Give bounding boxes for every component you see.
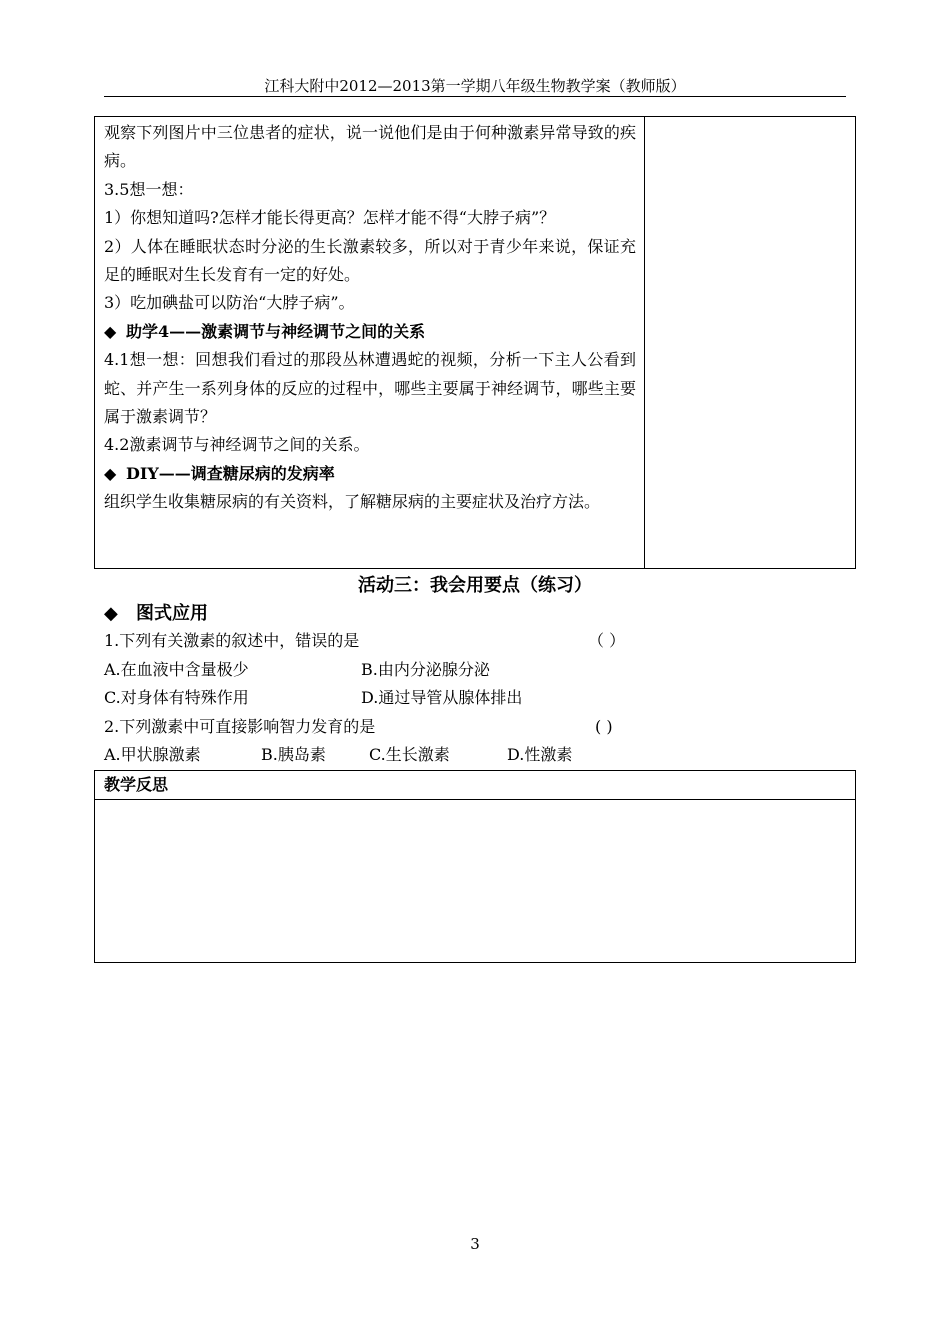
reflection-label: 教学反思 (95, 771, 855, 800)
activity-title: 活动三：我会用要点（练习） (358, 575, 592, 596)
diamond-bullet-icon: ◆ (104, 321, 117, 341)
page-number: 3 (470, 1235, 480, 1253)
text-line: 1）你想知道吗?怎样才能长得更高？怎样才能不得“大脖子病”？ (104, 208, 556, 228)
question-2-option-a: A.甲状腺激素 (104, 745, 201, 764)
question-2-option-c: C.生长激素 (369, 745, 450, 764)
text-line: 4.1想一想：回想我们看过的那段丛林遭遇蛇的视频，分析一下主人公看到蛇、并产生一系列身体的反应的过程中，哪些主要属于神经调节，哪些主要属于激素调节？ (104, 350, 636, 427)
lesson-table (94, 116, 856, 569)
reflection-table (94, 770, 856, 963)
column-divider (644, 117, 645, 568)
subheading-text: 图式应用 (136, 603, 208, 624)
section-heading (104, 460, 636, 488)
header-title: 江科大附中2012—2013第一学期八年级生物教学案（教师版） (264, 77, 686, 95)
question-2-option-d: D.性激素 (507, 745, 573, 764)
header-rule (104, 96, 846, 97)
lesson-content (104, 119, 636, 517)
question-1-blank: （ ） (588, 631, 626, 650)
question-1-stem: 1.下列有关激素的叙述中，错误的是 (104, 631, 360, 650)
section-heading (104, 318, 636, 346)
text-line: 4.2激素调节与神经调节之间的关系。 (104, 435, 370, 455)
text-line: 组织学生收集糖尿病的有关资料，了解糖尿病的主要症状及治疗方法。 (104, 492, 601, 512)
heading-text: 助学4——激素调节与神经调节之间的关系 (126, 321, 426, 341)
question-2-option-b: B.胰岛素 (261, 745, 326, 764)
text-line: 观察下列图片中三位患者的症状，说一说他们是由于何种激素异常导致的疾病。 (104, 123, 636, 171)
text-line: 3.5想一想： (104, 179, 194, 199)
diamond-bullet-icon: ◆ (104, 463, 117, 483)
question-2-blank: ( ) (595, 717, 613, 736)
activity-subheading (104, 601, 208, 627)
question-1-option-b: B.由内分泌腺分泌 (361, 660, 490, 679)
question-1-option-d: D.通过导管从腺体排出 (361, 688, 523, 707)
diamond-bullet-icon: ◆ (104, 603, 118, 624)
question-1-option-a: A.在血液中含量极少 (104, 660, 249, 679)
heading-text: DIY——调查糖尿病的发病率 (126, 463, 335, 483)
question-2-stem: 2.下列激素中可直接影响智力发育的是 (104, 717, 376, 736)
text-line: 3）吃加碘盐可以防治“大脖子病”。 (104, 293, 355, 313)
question-1-option-c: C.对身体有特殊作用 (104, 688, 249, 707)
text-line: 2）人体在睡眠状态时分泌的生长激素较多，所以对于青少年来说，保证充足的睡眠对生长发育有一定的好处。 (104, 236, 636, 285)
